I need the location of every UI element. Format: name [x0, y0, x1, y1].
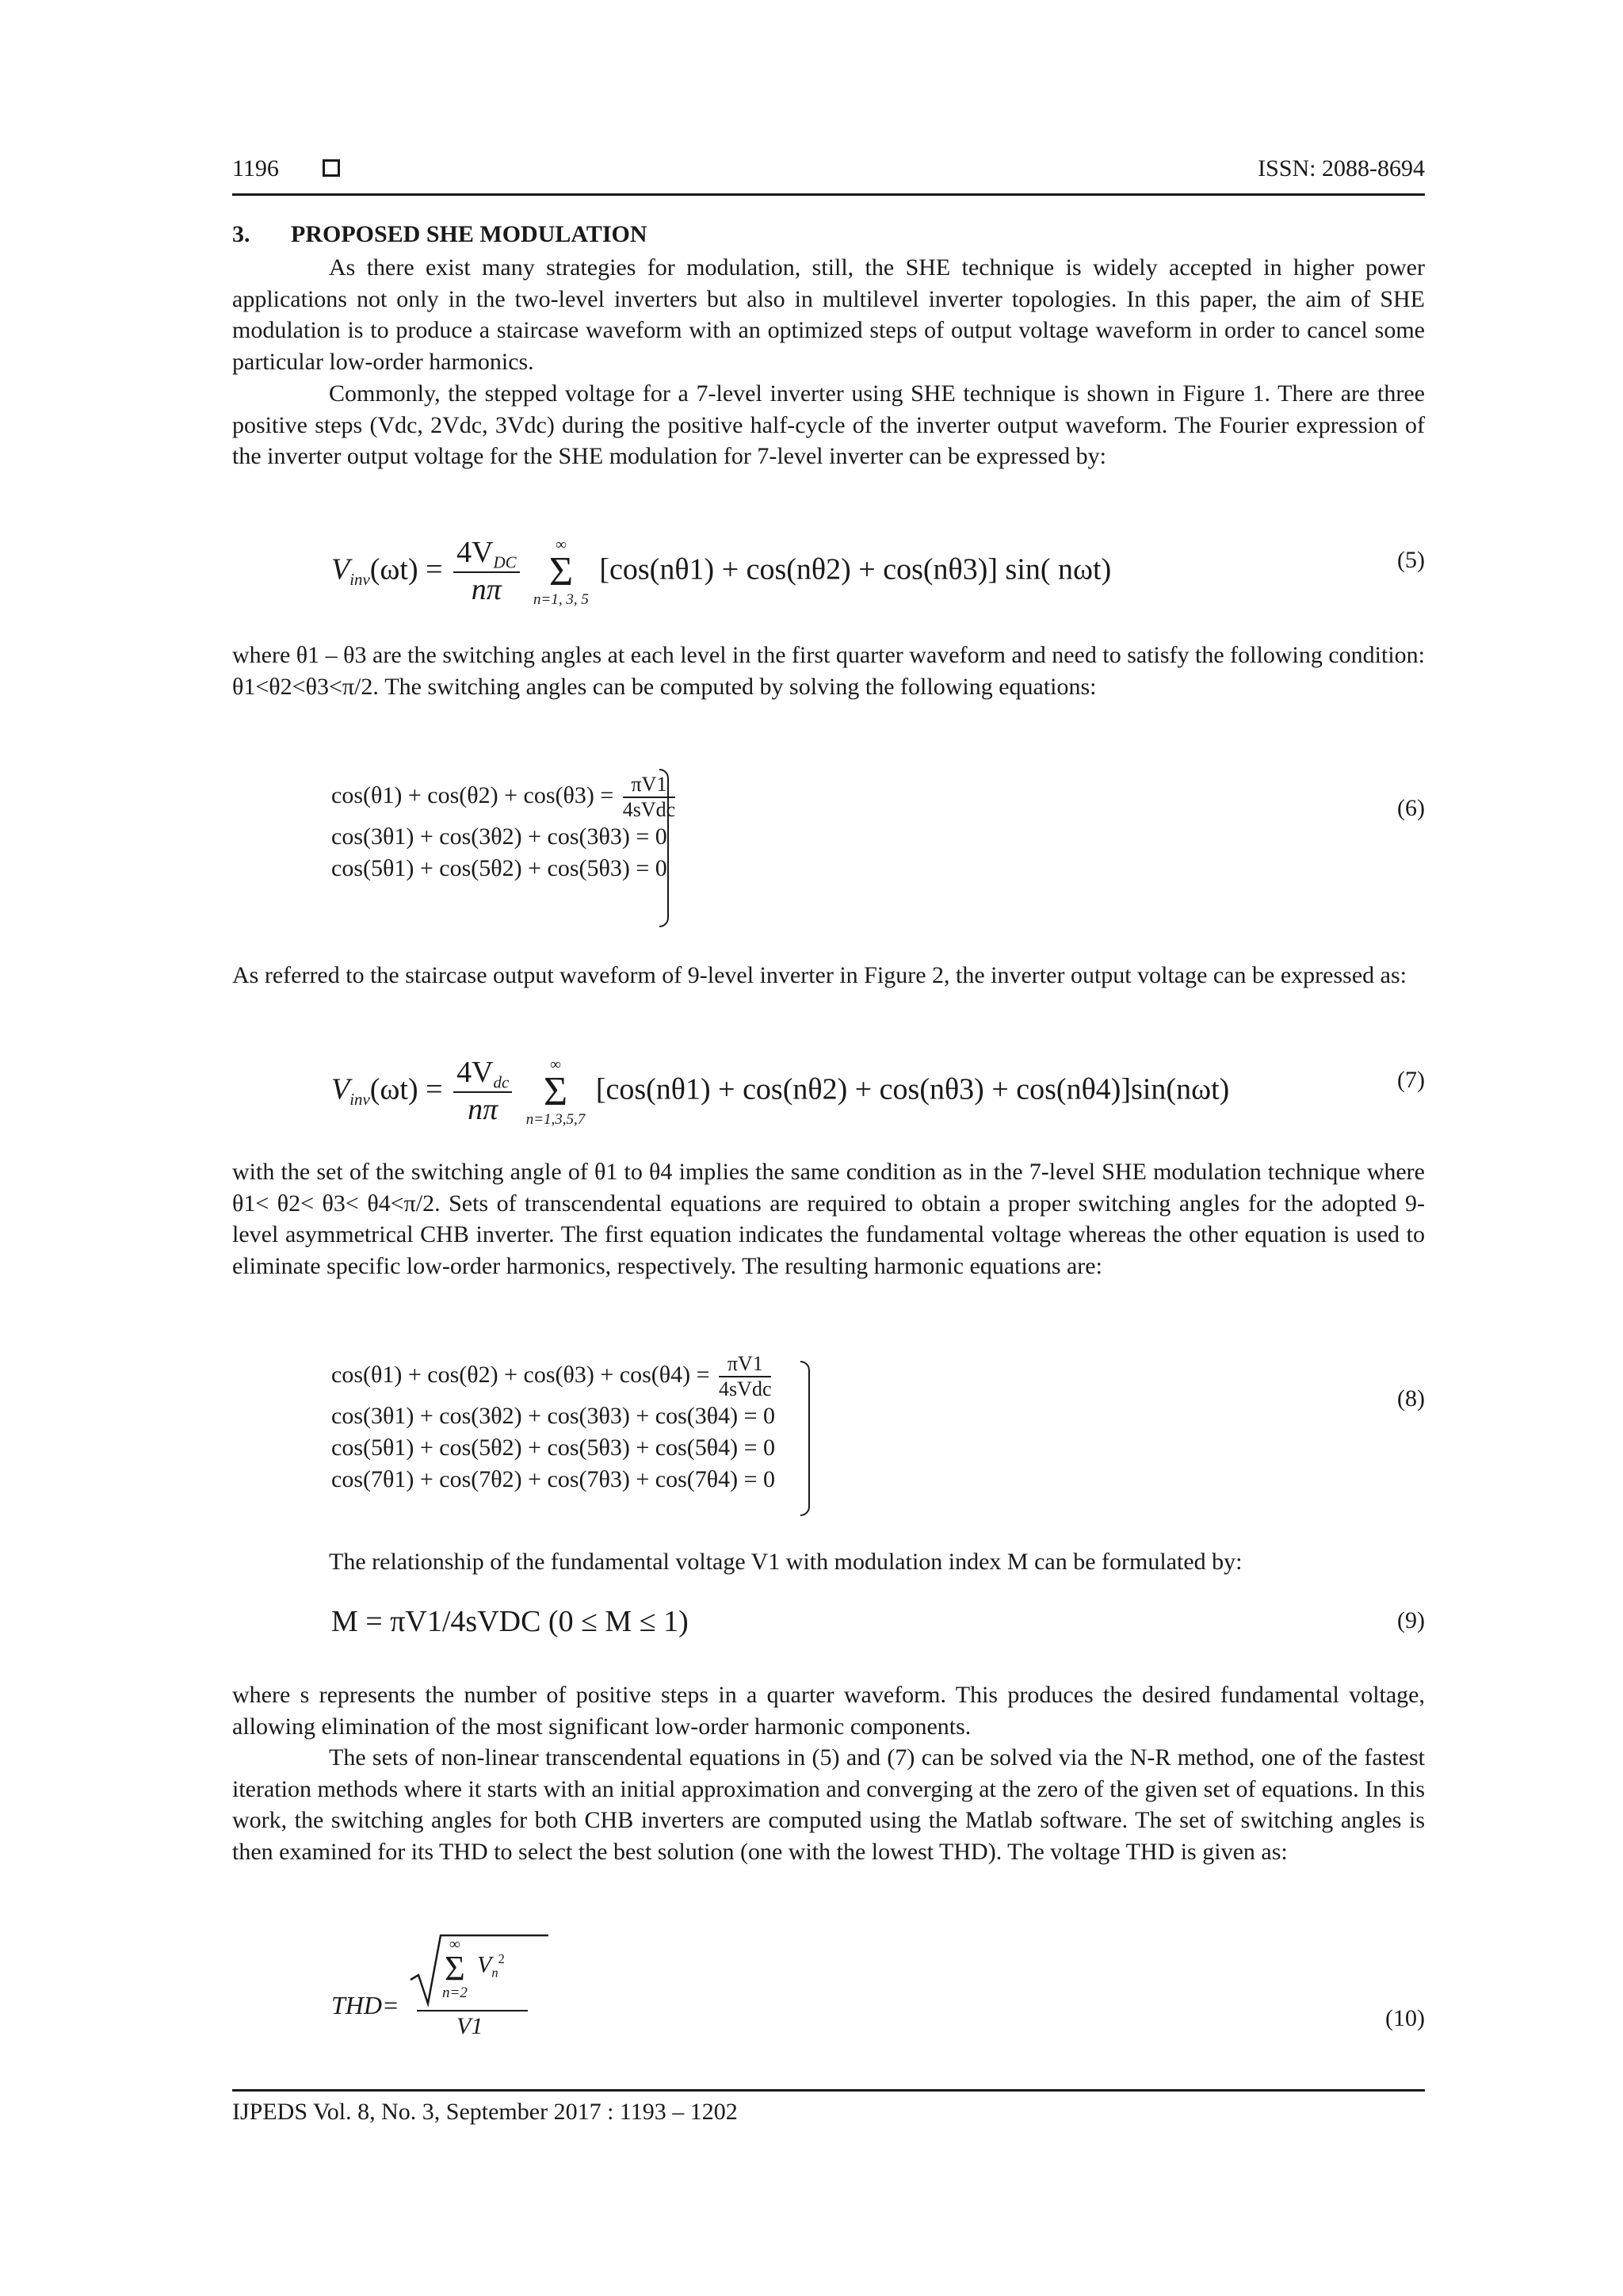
- equation-5: $V_{inv}(\omega t)$ = $\frac{4V_{DC}}{n\pi}$ ∞ Σ n=1, 3, 5 [cos(nθ1) + cos(nθ2) + cos(nθ3)] sin( nωt): [331, 536, 1112, 608]
- equation-10-number: (10): [1385, 2005, 1425, 2031]
- paragraph-1: As there exist many strategies for modulation, still, the SHE technique is widely accepted in higher power applications not only in the two-level inverters but also in multilevel inverter topologies. In this paper, the aim of SHE modulation is to produce a staircase waveform with an optimized steps of output voltage waveform in order to cancel some particular low-order harmonics.: [232, 254, 1425, 375]
- section-title: PROPOSED SHE MODULATION: [291, 221, 647, 247]
- equation-8: cos(θ1) + cos(θ2) + cos(θ3) + cos(θ4) = $\frac{\pi V1}{\text{4sVdc}}$ cos(3θ1) + cos(3θ2) + cos(3θ3) + cos(3θ4) = 0 cos(5θ1) + cos(5θ2) + cos(5θ3) + cos(5θ4) = 0 cos(7θ1) + cos(7θ2) + cos(7θ3) + cos(7θ4) = 0: [331, 1352, 776, 1493]
- paragraph-8: The sets of non-linear transcendental equations in (5) and (7) can be solved via the N-R method, one of the fastest iteration methods where it starts with an initial approximation and converging at the zero of the given set of equations. In this work, the switching angles for both CHB inverters are computed using the Matlab software. The set of switching angles is then examined for its THD to select the best solution (one with the lowest THD). The voltage THD is given as:: [232, 1744, 1425, 1865]
- fraction-bar: [417, 2010, 528, 2011]
- paragraph-2: Commonly, the stepped voltage for a 7-level inverter using SHE technique is shown in Figure 1. There are three positive steps (Vdc, 2Vdc, 3Vdc) during the positive half-cycle of the inverter output waveform. The Fourier expression of the inverter output voltage for the SHE modulation for 7-level inverter can be expressed by:: [232, 380, 1425, 470]
- equation-6-number: (6): [1397, 795, 1425, 821]
- journal-footer: IJPEDS Vol. 8, No. 3, September 2017 : 1193 – 1202: [232, 2099, 738, 2125]
- equation-7-number: (7): [1397, 1067, 1425, 1093]
- footer-rule: [232, 2089, 1425, 2092]
- equation-5-number: (5): [1397, 547, 1425, 573]
- paragraph-4: As referred to the staircase output waveform of 9-level inverter in Figure 2, the inverter output voltage can be expressed as:: [232, 962, 1407, 988]
- running-header: [232, 155, 1425, 192]
- equation-9-number: (9): [1397, 1607, 1425, 1633]
- header-rule: [232, 193, 1425, 196]
- equation-7: $V_{inv}(\omega t)$ = $\frac{4V_{dc}}{n\pi}$ ∞ Σ n=1,3,5,7 [cos(nθ1) + cos(nθ2) + cos(nθ3) + cos(nθ4)]sin(nωt): [331, 1056, 1230, 1128]
- right-brace-icon: [800, 1361, 810, 1516]
- equation-6: cos(θ1) + cos(θ2) + cos(θ3) = $\frac{\pi V1}{\text{4sVdc}}$ cos(3θ1) + cos(3θ2) + cos(3θ3) = 0 cos(5θ1) + cos(5θ2) + cos(5θ3) = 0: [331, 773, 676, 882]
- right-brace-icon: [659, 769, 669, 927]
- equation-9: M = πV1/4sVDC (0 ≤ M ≤ 1): [331, 1605, 689, 1638]
- paragraph-6: The relationship of the fundamental voltage V1 with modulation index M can be formulated by:: [329, 1549, 1243, 1575]
- paragraph-3: where θ1 – θ3 are the switching angles at each level in the first quarter waveform and need to satisfy the following condition: θ1<θ2<θ3<π/2. The switching angles can be computed by solving the following equations:: [232, 642, 1425, 700]
- equation-8-number: (8): [1397, 1385, 1425, 1412]
- paragraph-5: with the set of the switching angle of θ1 to θ4 implies the same condition as in the 7-level SHE modulation technique where θ1< θ2< θ3< θ4<π/2. Sets of transcendental equations are required to obtain a proper switching angles for the adopted 9-level asymmetrical CHB inverter. The first equation indicates the fundamental voltage whereas the other equation is used to eliminate specific low-order harmonics, respectively. The resulting harmonic equations are:: [232, 1159, 1425, 1279]
- section-heading: [232, 221, 647, 248]
- paragraph-7: where s represents the number of positive steps in a quarter waveform. This produces the desired fundamental voltage, allowing elimination of the most significant low-order harmonic components.: [232, 1682, 1425, 1740]
- equation-10: THD= ∞ Σ n=2 $V_n^2$ V1: [331, 1931, 537, 2050]
- checkbox-square-icon: [323, 159, 340, 177]
- issn: ISSN: 2088-8694: [1258, 155, 1425, 181]
- section-number: 3.: [232, 221, 250, 247]
- page-number: 1196: [232, 155, 279, 181]
